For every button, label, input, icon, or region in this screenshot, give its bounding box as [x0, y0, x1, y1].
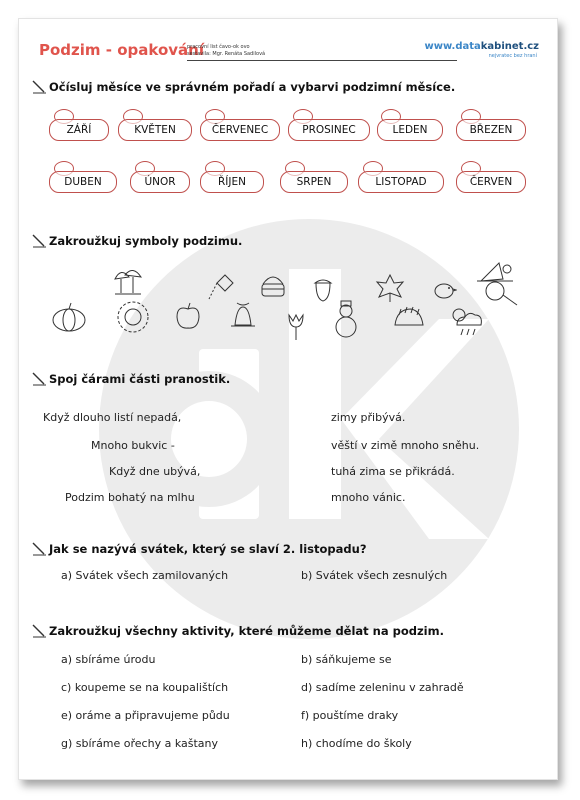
- pencil-icon: [31, 371, 47, 387]
- apple-icon[interactable]: [173, 301, 203, 331]
- activity-option[interactable]: a) sbíráme úrodu: [61, 653, 156, 666]
- pumpkin-icon[interactable]: [51, 301, 87, 333]
- brand-suffix: kabinet.cz: [480, 41, 539, 52]
- month-card[interactable]: DUBEN: [49, 171, 117, 193]
- task-3-heading: [31, 371, 230, 387]
- month-card[interactable]: BŘEZEN: [456, 119, 526, 141]
- answer-option-a[interactable]: a) Svátek všech zamilovaných: [61, 569, 229, 582]
- worksheet-page: [18, 18, 558, 780]
- wreath-icon[interactable]: [115, 299, 151, 335]
- leaf-icon[interactable]: [375, 273, 405, 303]
- snowman-icon[interactable]: [331, 299, 361, 339]
- month-card[interactable]: ČERVEN: [456, 171, 526, 193]
- activity-option[interactable]: b) sáňkujeme se: [301, 653, 392, 666]
- pencil-icon: [31, 541, 47, 557]
- task-5-text: Zakroužkuj všechny aktivity, které můžeme dělat na podzim.: [49, 624, 444, 638]
- task-3-text: Spoj čárami části pranostik.: [49, 372, 231, 386]
- activity-option[interactable]: c) koupeme se na koupalištích: [61, 681, 229, 694]
- task-4-heading: [31, 541, 367, 557]
- proverb-start[interactable]: Podzim bohatý na mlhu: [65, 491, 195, 504]
- month-card[interactable]: ŘÍJEN: [200, 171, 264, 193]
- bell-icon[interactable]: [225, 299, 261, 335]
- page-title: Podzim - opakování: [39, 41, 204, 59]
- proverb-start[interactable]: Když dne ubývá,: [109, 465, 201, 478]
- task-1-text: Očísluj měsíce ve správném pořadí a vybarvi podzimní měsíce.: [49, 80, 456, 94]
- pencil-icon: [31, 233, 47, 249]
- kite-icon[interactable]: [207, 273, 235, 301]
- worksheet-meta: [187, 44, 265, 58]
- rain-cloud-icon[interactable]: [449, 305, 485, 337]
- brand-prefix: www.data: [424, 41, 481, 52]
- task-4-text: Jak se nazývá svátek, který se slaví 2. listopadu?: [49, 542, 367, 556]
- proverb-start[interactable]: Když dlouho listí nepadá,: [43, 411, 182, 424]
- witch-icon[interactable]: [473, 261, 521, 307]
- month-card[interactable]: LEDEN: [377, 119, 443, 141]
- proverb-start[interactable]: Mnoho bukvic -: [91, 439, 175, 452]
- header-rule: [187, 60, 457, 61]
- mushrooms-icon[interactable]: [111, 265, 145, 297]
- proverb-end[interactable]: mnoho vánic.: [331, 491, 406, 504]
- pencil-icon: [31, 623, 47, 639]
- task-1-heading: [31, 79, 455, 95]
- month-card[interactable]: ZÁŘÍ: [49, 119, 109, 141]
- month-card[interactable]: LISTOPAD: [358, 171, 444, 193]
- month-card[interactable]: PROSINEC: [288, 119, 370, 141]
- brand-tagline: nejvratec bez hraní: [488, 53, 537, 59]
- hedgehog-icon[interactable]: [391, 305, 425, 331]
- activity-option[interactable]: d) sadíme zeleninu v zahradě: [301, 681, 464, 694]
- proverb-end[interactable]: zimy přibývá.: [331, 411, 406, 424]
- activity-option[interactable]: f) pouštíme draky: [301, 709, 399, 722]
- month-card[interactable]: KVĚTEN: [118, 119, 192, 141]
- pencil-icon: [31, 79, 47, 95]
- month-card[interactable]: SRPEN: [280, 171, 348, 193]
- proverb-end[interactable]: tuhá zima se přikrádá.: [331, 465, 455, 478]
- activity-option[interactable]: h) chodíme do školy: [301, 737, 412, 750]
- tulip-icon[interactable]: [285, 311, 307, 341]
- basket-icon[interactable]: [259, 272, 287, 300]
- task-5-heading: [31, 623, 444, 639]
- task-2-text: Zakroužkuj symboly podzimu.: [49, 234, 243, 248]
- task-2-heading: [31, 233, 242, 249]
- bird-icon[interactable]: [431, 279, 457, 301]
- month-card[interactable]: ČERVENEC: [200, 119, 280, 141]
- month-card[interactable]: ÚNOR: [130, 171, 190, 193]
- brand-logo[interactable]: [424, 41, 539, 52]
- activity-option[interactable]: g) sbíráme ořechy a kaštany: [61, 737, 219, 750]
- proverb-end[interactable]: věští v zimě mnoho sněhu.: [331, 439, 480, 452]
- answer-option-b[interactable]: b) Svátek všech zesnulých: [301, 569, 448, 582]
- activity-option[interactable]: e) oráme a připravujeme půdu: [61, 709, 230, 722]
- worksheet-header: [39, 41, 539, 67]
- meta-line-1: pracovní list čavo-ok ovo: [187, 44, 250, 50]
- meta-line-2: sestavila: Mgr. Renáta Sadilová: [187, 51, 266, 57]
